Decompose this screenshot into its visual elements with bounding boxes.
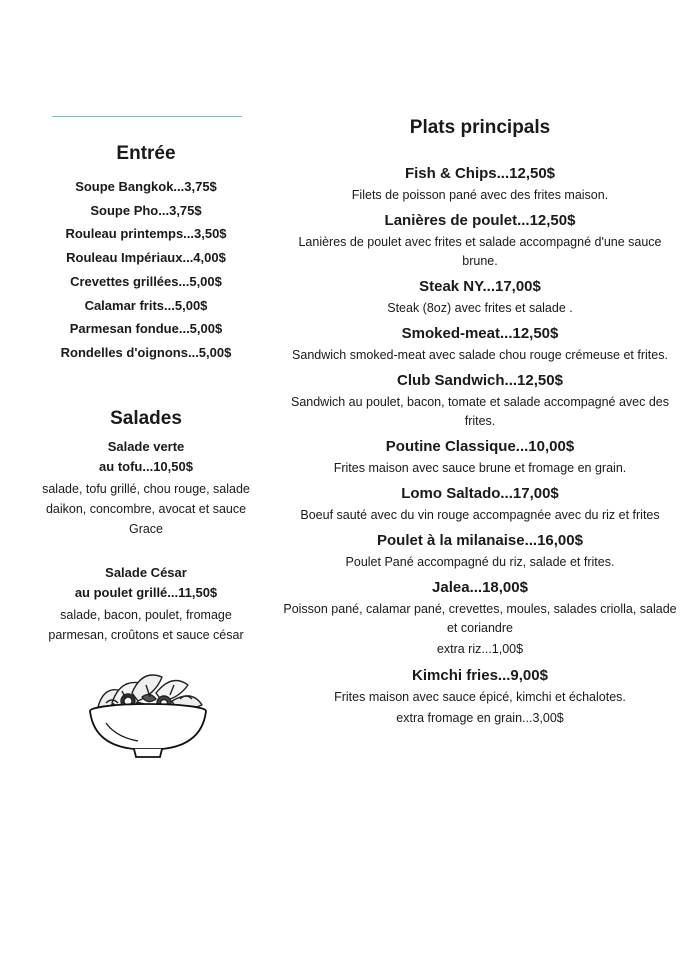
salad-description: salade, bacon, poulet, fromage parmesan, croûtons et sauce césar bbox=[48, 607, 244, 642]
salad-name: Salade verte bbox=[107, 438, 185, 454]
dish-item bbox=[280, 529, 680, 572]
salad-name: Salade César bbox=[105, 564, 187, 580]
dish-item bbox=[280, 664, 680, 729]
dish-description: Sandwich au poulet, bacon, tomate et salade accompagné avec des frites. bbox=[290, 395, 670, 428]
dish-name: Steak NY...17,00$ bbox=[419, 278, 541, 295]
dish-item bbox=[280, 275, 680, 318]
plats-title: Plats principals bbox=[409, 117, 551, 138]
dish-item bbox=[280, 435, 680, 478]
entree-item: Crevettes grillées...5,00$ bbox=[70, 273, 222, 289]
salad-item bbox=[40, 563, 252, 645]
salad-item bbox=[40, 437, 252, 539]
dish-item bbox=[280, 369, 680, 431]
dish-item bbox=[280, 576, 680, 660]
entree-item: Soupe Bangkok...3,75$ bbox=[75, 179, 217, 194]
salad-description: salade, tofu grillé, chou rouge, salade daikon, concombre, avocat et sauce Grace bbox=[42, 481, 250, 536]
dish-description: Poulet Pané accompagné du riz, salade et frites. bbox=[345, 555, 615, 569]
dish-description: Boeuf sauté avec du vin rouge accompagnée avec du riz et frites bbox=[300, 508, 660, 522]
dish-description: Filets de poisson pané avec des frites maison. bbox=[351, 188, 609, 202]
entree-item: Calamar frits...5,00$ bbox=[84, 297, 208, 313]
dish-name: Poutine Classique...10,00$ bbox=[385, 438, 575, 455]
entree-item: Soupe Pho...3,75$ bbox=[90, 202, 202, 218]
left-column bbox=[40, 140, 252, 763]
dish-name: Poulet à la milanaise...16,00$ bbox=[377, 532, 583, 549]
dish-name: Lanières de poulet...12,50$ bbox=[384, 212, 576, 229]
dish-item bbox=[280, 209, 680, 271]
salad-price: au poulet grillé...11,50$ bbox=[74, 584, 218, 600]
dish-name: Lomo Saltado...17,00$ bbox=[401, 485, 559, 502]
dish-name: Kimchi fries...9,00$ bbox=[412, 667, 548, 684]
entree-title: Entrée bbox=[116, 143, 176, 164]
dish-item bbox=[280, 162, 680, 205]
dish-description: Lanières de poulet avec frites et salade accompagné d'une sauce brune. bbox=[298, 235, 662, 268]
entree-item: Parmesan fondue...5,00$ bbox=[69, 321, 223, 337]
dish-description: Steak (8oz) avec frites et salade . bbox=[387, 301, 573, 315]
entree-item: Rondelles d'oignons...5,00$ bbox=[60, 344, 232, 360]
dish-description: Frites maison avec sauce brune et fromage en grain. bbox=[333, 461, 627, 475]
dish-description: Sandwich smoked-meat avec salade chou rouge crémeuse et frites. bbox=[292, 348, 668, 362]
dish-item bbox=[280, 322, 680, 365]
entree-item: Rouleau printemps...3,50$ bbox=[65, 226, 227, 242]
salades-title: Salades bbox=[110, 407, 182, 429]
dish-extra: extra fromage en grain...3,00$ bbox=[396, 711, 564, 725]
entree-item: Rouleau Impériaux...4,00$ bbox=[66, 250, 226, 266]
right-column bbox=[280, 114, 680, 733]
decorative-rule bbox=[52, 116, 242, 117]
salad-bowl-icon bbox=[76, 663, 216, 763]
dish-name: Club Sandwich...12,50$ bbox=[397, 372, 563, 389]
salad-price: au tofu...10,50$ bbox=[99, 458, 193, 474]
dish-name: Smoked-meat...12,50$ bbox=[401, 325, 559, 342]
dish-description: Poisson pané, calamar pané, crevettes, moules, salades criolla, salade et coriandre bbox=[283, 602, 677, 635]
entree-list bbox=[40, 175, 252, 365]
dish-item bbox=[280, 482, 680, 525]
dish-name: Fish & Chips...12,50$ bbox=[404, 165, 556, 182]
dish-description: Frites maison avec sauce épicé, kimchi et échalotes. bbox=[334, 690, 626, 704]
dish-extra: extra riz...1,00$ bbox=[436, 642, 524, 656]
dish-name: Jalea...18,00$ bbox=[432, 579, 528, 596]
